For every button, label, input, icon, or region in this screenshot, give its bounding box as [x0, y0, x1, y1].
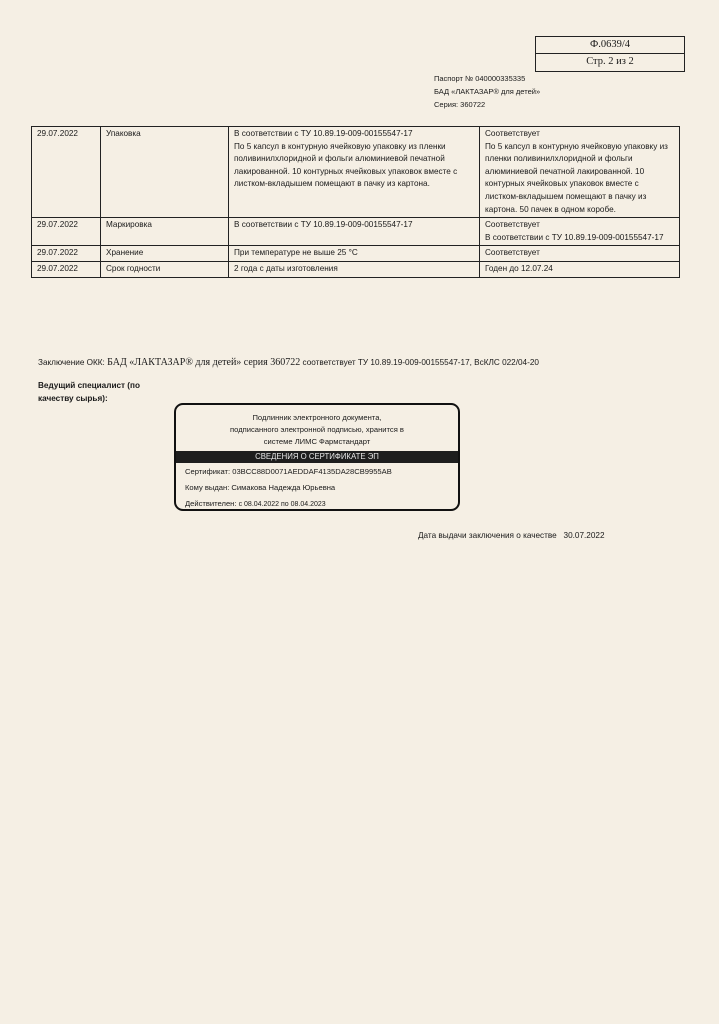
- spec-table: [31, 126, 680, 278]
- passport-block: [434, 72, 540, 111]
- conclusion-text: соответствует ТУ 10.89.19-009-00155547-17, ВсКЛС 022/04-20: [302, 358, 539, 367]
- issue-date-label: Дата выдачи заключения о качестве: [418, 531, 557, 540]
- certificate-number: Сертификат: 03BCC88D0071AEDDAF4135DA28CB9955AB: [185, 467, 392, 476]
- passport-number: Паспорт № 040000335335: [434, 74, 526, 83]
- row-result: Соответствует По 5 капсул в контурную ячейковую упаковку из пленки поливинилхлоридной и фольги алюминиевой печатной лакированной. 10 контурных ячейковых упаковок вместе с листком-вкладышем помещают в пачку из картона. 50 пачек в одном коробе.: [480, 127, 680, 218]
- row-result: Соответствует В соответствии с ТУ 10.89.19-009-00155547-17: [480, 218, 680, 246]
- issue-date-value: 30.07.2022: [563, 531, 605, 540]
- certificate-owner: Кому выдан: Симакова Надежда Юрьевна: [185, 483, 336, 492]
- row-requirement: При температуре не выше 25 °С: [229, 246, 480, 262]
- table-row: [32, 246, 680, 262]
- page-number: Стр. 2 из 2: [536, 53, 684, 70]
- row-date: 29.07.2022: [32, 127, 101, 218]
- passport-product: БАД «ЛАКТАЗАР® для детей»: [434, 87, 541, 96]
- form-code-box: [535, 36, 685, 72]
- certificate-header: СВЕДЕНИЯ О СЕРТИФИКАТЕ ЭП: [176, 451, 458, 463]
- table-row: [32, 261, 680, 277]
- stamp-intro: [176, 412, 458, 448]
- row-date: 29.07.2022: [32, 261, 101, 277]
- row-requirement: В соответствии с ТУ 10.89.19-009-00155547-17: [229, 218, 480, 246]
- row-result: Годен до 12.07.24: [480, 261, 680, 277]
- passport-series: Серия: 360722: [434, 100, 486, 109]
- row-parameter: Упаковка: [101, 127, 229, 218]
- row-parameter: Срок годности: [101, 261, 229, 277]
- certificate-validity: [176, 496, 458, 511]
- stamp-intro-line: подписанного электронной подписью, хранится в: [230, 425, 404, 434]
- conclusion-label: Заключение ОКК:: [38, 358, 105, 367]
- row-date: 29.07.2022: [32, 246, 101, 262]
- table-row: [32, 127, 680, 218]
- row-result: Соответствует: [480, 246, 680, 262]
- conclusion-product: БАД «ЛАКТАЗАР® для детей» серия 360722: [107, 357, 301, 368]
- issue-date: [418, 531, 605, 540]
- stamp-intro-line: Подлинник электронного документа,: [252, 413, 382, 422]
- form-code: Ф.0639/4: [589, 39, 631, 50]
- table-row: [32, 218, 680, 246]
- e-signature-stamp: [174, 403, 460, 511]
- specialist-label: Ведущий специалист (по качеству сырья):: [38, 381, 140, 403]
- conclusion: [38, 357, 539, 368]
- validity-label: Действителен:: [185, 499, 239, 508]
- stamp-intro-line: системе ЛИМС Фармстандарт: [263, 437, 371, 446]
- validity-value: с 08.04.2022 по 08.04.2023: [238, 501, 326, 508]
- row-requirement: В соответствии с ТУ 10.89.19-009-00155547-17 По 5 капсул в контурную ячейковую упаковку из пленки поливинилхлоридной и фольги алюминиевой печатной лакированной. 10 контурных ячейковых упаковок вместе с листком-вкладышем помещают в пачку из картона.: [229, 127, 480, 218]
- row-parameter: Маркировка: [101, 218, 229, 246]
- row-date: 29.07.2022: [32, 218, 101, 246]
- row-parameter: Хранение: [101, 246, 229, 262]
- row-requirement: 2 года с даты изготовления: [229, 261, 480, 277]
